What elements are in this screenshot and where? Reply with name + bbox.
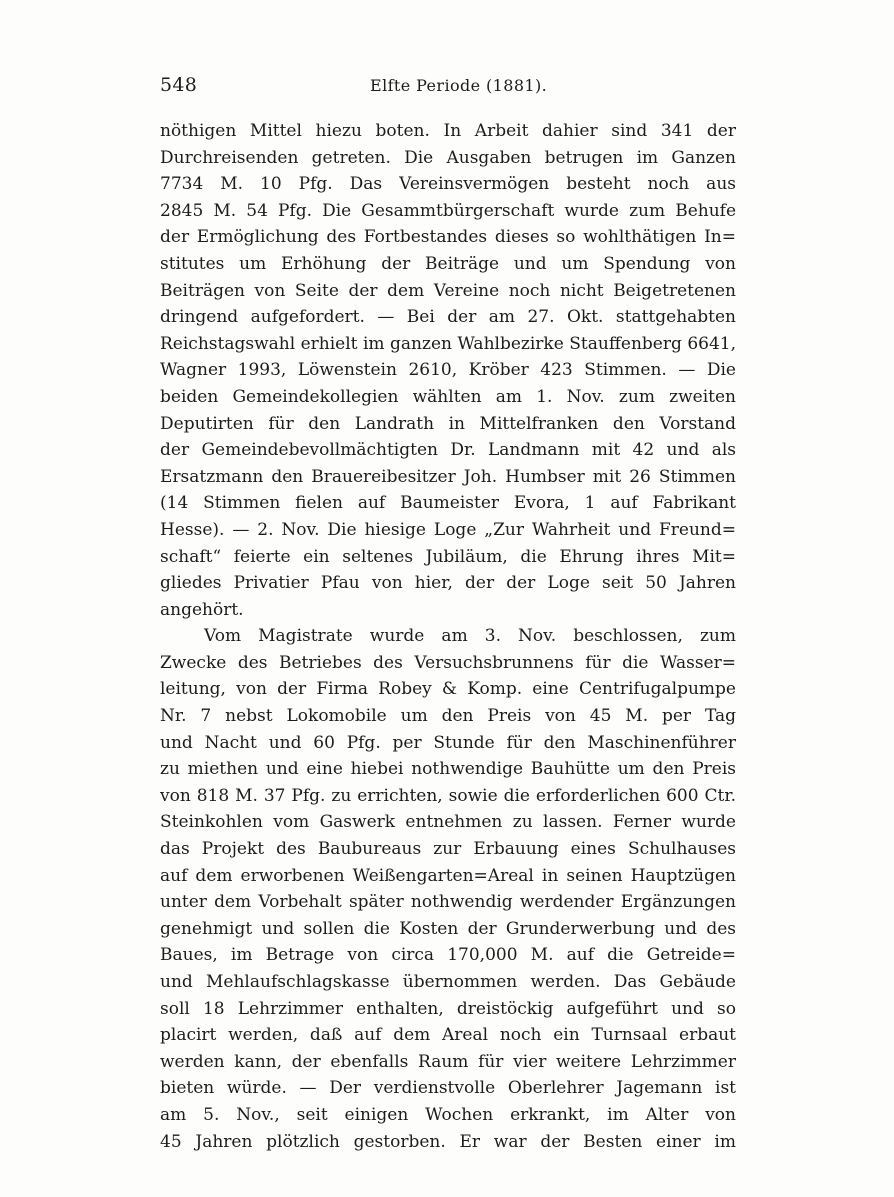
text-line: gliedes Privatier Pfau von hier, der der Loge seit 50 Jahren <box>160 573 736 594</box>
text-line: am 5. Nov., seit einigen Wochen erkrankt, im Alter von <box>160 1104 736 1125</box>
text-line: und Mehlaufschlagskasse übernommen werden. Das Gebäude <box>160 972 736 992</box>
text-line: placirt werden, daß auf dem Areal noch ein Turnsaal erbaut <box>160 1025 736 1046</box>
text-line: zu miethen und eine hiebei nothwendige Bauhütte um den Preis <box>160 759 736 780</box>
paragraph-start-line: Vom Magistrate wurde am 3. Nov. beschlossen, zum <box>204 626 736 647</box>
text-line: der Ermöglichung des Fortbestandes dieses so wohlthätigen In= <box>160 227 736 248</box>
text-line: bieten würde. — Der verdienstvolle Oberlehrer Jagemann ist <box>160 1078 736 1099</box>
text-line: werden kann, der ebenfalls Raum für vier weitere Lehrzimmer <box>160 1051 736 1072</box>
text-line: Wagner 1993, Löwenstein 2610, Kröber 423 Stimmen. — Die <box>160 360 736 381</box>
text-line: beiden Gemeindekollegien wählten am 1. Nov. zum zweiten <box>160 386 736 407</box>
text-line: schaft“ feierte ein seltenes Jubiläum, die Ehrung ihres Mit= <box>160 546 736 567</box>
text-line: 2845 M. 54 Pfg. Die Gesammtbürgerschaft wurde zum Behufe <box>160 200 736 221</box>
text-line: 45 Jahren plötzlich gestorben. Er war der Besten einer im <box>160 1131 736 1152</box>
paragraph-end-line: angehört. <box>160 599 244 620</box>
text-line: genehmigt und sollen die Kosten der Grunderwerbung und des <box>160 918 736 939</box>
text-line: soll 18 Lehrzimmer enthalten, dreistöckig aufgeführt und so <box>160 998 736 1019</box>
text-line: Steinkohlen vom Gaswerk entnehmen zu lassen. Ferner wurde <box>160 812 736 833</box>
text-line: das Projekt des Baubureaus zur Erbauung eines Schulhauses <box>160 839 736 860</box>
text-line: Beiträgen von Seite der dem Vereine noch nicht Beigetretenen <box>160 280 736 301</box>
text-line: unter dem Vorbehalt später nothwendig werdender Ergänzungen <box>160 892 736 913</box>
text-line: Durchreisenden getreten. Die Ausgaben betrugen im Ganzen <box>160 147 736 168</box>
text-line: leitung, von der Firma Robey & Komp. eine Centrifugalpumpe <box>160 679 736 700</box>
text-line: und Nacht und 60 Pfg. per Stunde für den Maschinenführer <box>160 732 736 753</box>
text-line: Reichstagswahl erhielt im ganzen Wahlbezirke Stauffenberg 6641, <box>160 333 736 354</box>
text-line: Zwecke des Betriebes des Versuchsbrunnens für die Wasser= <box>160 652 736 673</box>
text-line: auf dem erworbenen Weißengarten=Areal in seinen Hauptzügen <box>160 865 736 886</box>
text-line: Baues, im Betrage von circa 170,000 M. auf die Getreide= <box>160 945 736 966</box>
running-title: Elfte Periode (1881). <box>370 76 548 95</box>
text-line: Hesse). — 2. Nov. Die hiesige Loge „Zur Wahrheit und Freund= <box>160 519 736 540</box>
text-line: von 818 M. 37 Pfg. zu errichten, sowie die erforderlichen 600 Ctr. <box>160 785 736 806</box>
page-number: 548 <box>160 74 198 96</box>
text-line: stitutes um Erhöhung der Beiträge und um Spendung von <box>160 253 736 274</box>
running-head <box>160 74 736 104</box>
text-line: nöthigen Mittel hiezu boten. In Arbeit dahier sind 341 der <box>160 121 736 141</box>
text-line: Ersatzmann den Brauereibesitzer Joh. Humbser mit 26 Stimmen <box>160 466 736 487</box>
text-line: Deputirten für den Landrath in Mittelfranken den Vorstand <box>160 413 736 434</box>
text-line: der Gemeindebevollmächtigten Dr. Landmann mit 42 und als <box>160 440 736 461</box>
body-text <box>160 118 736 1155</box>
text-line: Nr. 7 nebst Lokomobile um den Preis von 45 M. per Tag <box>160 706 736 727</box>
text-line: 7734 M. 10 Pfg. Das Vereinsvermögen besteht noch aus <box>160 174 736 195</box>
text-line: dringend aufgefordert. — Bei der am 27. Okt. stattgehabten <box>160 307 736 328</box>
text-line: (14 Stimmen fielen auf Baumeister Evora, 1 auf Fabrikant <box>160 493 736 514</box>
